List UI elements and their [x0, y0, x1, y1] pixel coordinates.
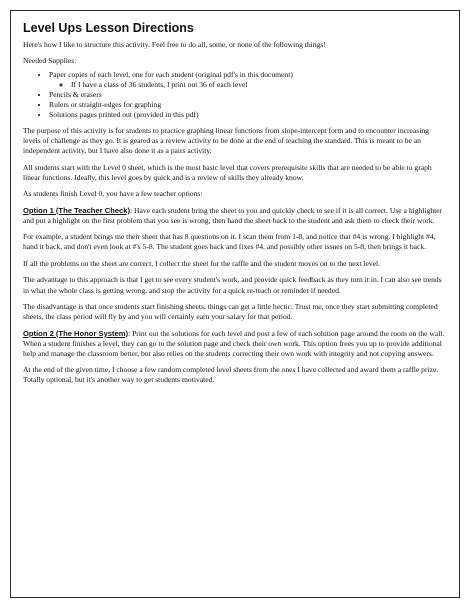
correct-paragraph: If all the problems on the sheet are correct, I collect the sheet for the raffle and the student moves on to the next level. [23, 258, 381, 268]
option1-paragraph [23, 206, 447, 226]
advantage-paragraph: The advantage to this approach is that I get to see every student's work, and provide quick feedback as they turn it in. I can also see trends in what the whole class is getting wrong, and stop the activity for a quick re-teach or reminder if needed. [23, 275, 442, 295]
intro-paragraph: Here's how I like to structure this activity. Feel free to do all, some, or none of the following things! [23, 40, 326, 49]
document-page [10, 10, 460, 598]
supply-item: • Pencils & erasers [49, 90, 447, 100]
example-paragraph: For example, a student brings me their sheet that has 8 questions on it. I scan them from 1-8, and notice that #4 is wrong. I highlight #4, hand it back, and don't even look at #'s 5-8. The student goes back and fixes #4, and possibly other issues on 5-8, then brings it back. [23, 232, 436, 252]
option2-label: Option 2 (The Honor System) [23, 328, 129, 338]
supply-item: • Rulers or straight-edges for graphing [49, 100, 447, 110]
supplies-list [23, 70, 447, 120]
supply-item: • Solutions pages printed out (provided in this pdf) [49, 110, 447, 120]
option2-text: : Print out the solutions for each level and post a few of each solution page around the room on the wall. When a student finishes a level, they can go to the solution page and check their own work. This option frees you up to provide additional help and manage the classroom better, but also relies on the students correcting their own work with integrity and not copying answers. [23, 328, 445, 358]
page-title: Level Ups Lesson Directions [23, 21, 194, 35]
supplies-heading: Needed Supplies: [23, 56, 77, 66]
option1-text: : Have each student bring the sheet to you and quickly check to see if it is all correct. Use a highlighter and put a highlight on the first problem that you see is wrong, then hand the sheet back to the student and ask them to check their work. [23, 205, 443, 225]
supply-item [49, 70, 447, 90]
finish-paragraph: As students finish Level 0, you have a few teacher options: [23, 189, 203, 199]
supply-sublist [49, 80, 447, 90]
option2-paragraph [23, 329, 447, 359]
purpose-paragraph: The purpose of this activity is for students to practice graphing linear functions from slope-intercept form and to encounter increasing levels of challenge as they go. It is geared as a review activity to be done at the end of teaching the standard. This is meant to be an independent activity, but I have also done it as a pairs activity. [23, 126, 429, 156]
level0-paragraph: All students start with the Level 0 sheet, which is the most basic level that covers prerequisite skills that are needed to be able to graph linear functions. Ideally, this level goes by quick and is a review of skills they already know. [23, 162, 432, 182]
end-paragraph: At the end of the given time, I choose a few random completed level sheets from the ones I have collected and award them a raffle prize. Totally optional, but it's another way to get students motivated. [23, 365, 439, 385]
supply-item-label: Paper copies of each level, one for each student (original pdf's in this document) [49, 69, 293, 79]
disadvantage-paragraph: The disadvantage is that once students start finishing sheets, things can get a little hectic. Trust me, once they start submitting completed sheets, the class period will fly by and you will certainly earn your salary for that period. [23, 302, 438, 322]
supply-subitem: ◦ If I have a class of 36 students, I print out 36 of each level [71, 80, 447, 90]
option1-label: Option 1 (The Teacher Check) [23, 205, 131, 215]
